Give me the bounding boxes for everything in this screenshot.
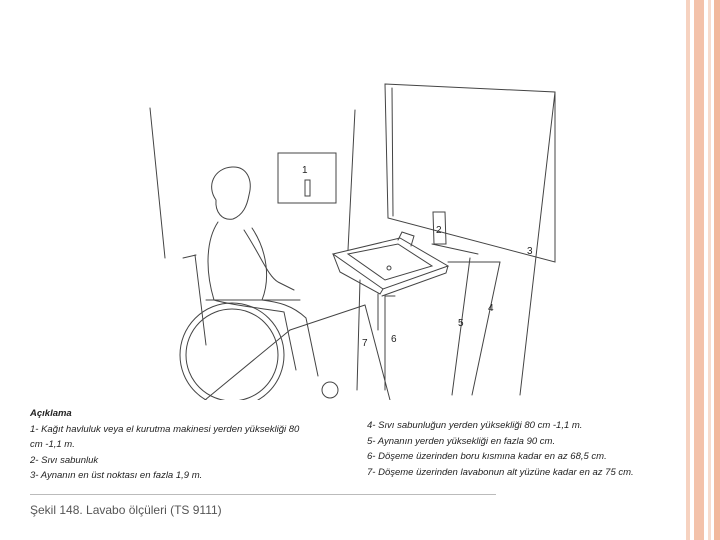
washbasin-side xyxy=(382,266,448,296)
wheelchair-wheel xyxy=(322,382,338,398)
label-5: 5 xyxy=(458,318,464,329)
figure-caption: Şekil 148. Lavabo ölçüleri (TS 9111) xyxy=(30,503,222,517)
legend-item: 1- Kağıt havluluk veya el kurutma makinesi yerden yüksekliği 80 xyxy=(30,423,300,435)
leader-line xyxy=(432,244,478,254)
legend-item: 2- Sıvı sabunluk xyxy=(30,454,99,466)
legend-item: cm -1,1 m. xyxy=(30,439,75,450)
legend-right xyxy=(367,418,687,480)
legend-item: 5- Aynanın yerden yüksekliği en fazla 90 cm. xyxy=(367,435,556,447)
label-4: 4 xyxy=(488,303,494,314)
towel-slot xyxy=(305,180,310,196)
corner-line xyxy=(348,110,355,250)
legend-item: 3- Aynanın en üst noktası en fazla 1,9 m. xyxy=(30,470,203,481)
person-legs xyxy=(262,300,318,376)
label-3: 3 xyxy=(527,246,533,257)
legend-title: Açıklama xyxy=(30,408,72,419)
legend-item: 7- Döşeme üzerinden lavabonun alt yüzüne kadar en az 75 cm. xyxy=(367,466,634,478)
dimension-line-7 xyxy=(357,280,360,390)
border-stripe xyxy=(714,0,720,540)
border-stripe xyxy=(694,0,704,540)
floor-line xyxy=(290,305,365,330)
dimension-line-3 xyxy=(520,92,555,395)
washbasin-front xyxy=(333,254,383,294)
slide-border xyxy=(686,0,720,540)
wheelchair-wheel xyxy=(186,309,278,400)
person-head xyxy=(212,167,251,219)
label-7: 7 xyxy=(362,338,368,349)
faucet xyxy=(398,232,414,246)
caption-divider xyxy=(30,494,496,495)
wheelchair-back xyxy=(195,255,206,345)
wheelchair-handle xyxy=(183,255,196,258)
label-1: 1 xyxy=(302,165,308,176)
label-6: 6 xyxy=(391,334,397,345)
dimension-line-4 xyxy=(472,262,500,395)
border-stripe xyxy=(708,0,711,540)
mirror-edge xyxy=(392,88,393,216)
left-wall-line xyxy=(150,108,165,258)
person-arm xyxy=(244,230,294,290)
person-torso xyxy=(208,222,267,300)
legend-item: 6- Döşeme üzerinden boru kısmına kadar en az 68,5 cm. xyxy=(367,451,607,462)
legend-left xyxy=(30,406,350,484)
label-2: 2 xyxy=(436,225,442,236)
drain xyxy=(387,266,391,270)
wheelchair-wheel xyxy=(180,303,284,400)
legend-item: 4- Sıvı sabunluğun yerden yüksekliği 80 cm -1,1 m. xyxy=(367,420,583,431)
